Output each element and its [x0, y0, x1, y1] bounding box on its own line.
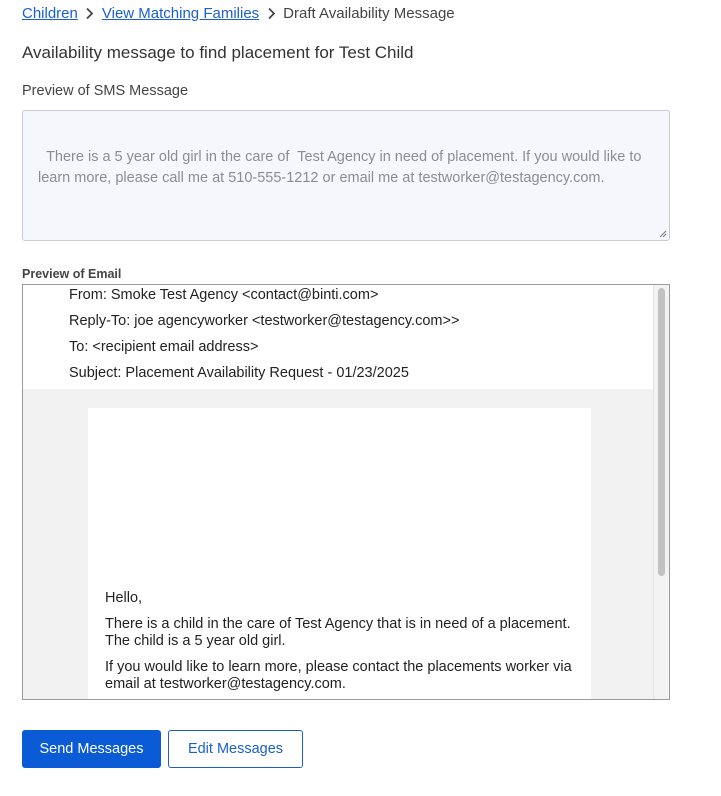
edit-messages-button[interactable]: Edit Messages [168, 730, 303, 768]
email-preview-frame[interactable] [22, 284, 670, 700]
email-scrollbar-thumb[interactable] [658, 288, 665, 576]
email-reply-to: Reply-To: joe agencyworker <testworker@testagency.com>> [69, 313, 460, 329]
email-subject: Subject: Placement Availability Request - 01/23/2025 [69, 365, 409, 381]
breadcrumb-current: Draft Availability Message [283, 4, 455, 22]
chevron-right-icon [78, 7, 102, 20]
email-body-area [23, 389, 653, 700]
email-greeting: Hello, [105, 590, 143, 606]
resize-grip-icon[interactable] [659, 230, 667, 238]
sms-preview-label: Preview of SMS Message [22, 83, 189, 99]
email-paragraph-2: If you would like to learn more, please contact the placements worker via email at testworker@testagency.com. [105, 659, 572, 692]
email-headers [23, 285, 653, 389]
email-card [88, 408, 591, 700]
page-title: Availability message to find placement for Test Child [22, 43, 414, 62]
sms-message-text: There is a 5 year old girl in the care of Test Agency in need of placement. If you would like to learn more, please call me at 510-555-1212 or email me at testworker@testagency.com. [38, 149, 646, 186]
chevron-right-icon [259, 7, 283, 20]
breadcrumb [22, 4, 455, 22]
email-preview-label: Preview of Email [22, 267, 122, 281]
email-to: To: <recipient email address> [69, 339, 259, 355]
email-from: From: Smoke Test Agency <contact@binti.com> [69, 287, 379, 303]
send-messages-button[interactable]: Send Messages [22, 730, 161, 768]
email-scrollbar[interactable] [653, 285, 669, 699]
breadcrumb-link-view-matching-families[interactable]: View Matching Families [101, 4, 260, 22]
breadcrumb-link-children[interactable]: Children [22, 4, 78, 22]
email-paragraph-1: There is a child in the care of Test Agency that is in need of a placement. The child is a 5 year old girl. [105, 616, 571, 649]
sms-preview-textarea[interactable] [22, 110, 670, 241]
